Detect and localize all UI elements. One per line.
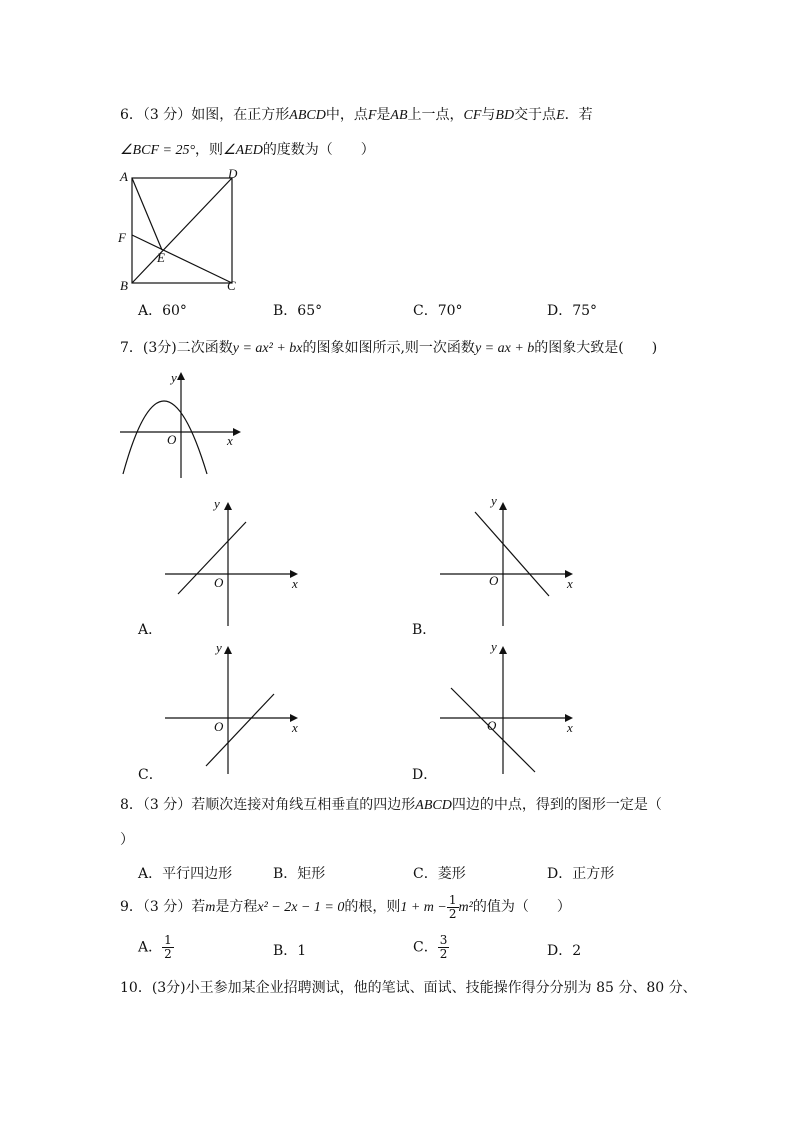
segment-ae	[132, 178, 162, 250]
q7-parabola-figure	[115, 366, 255, 481]
q6-stem-line1: 6．（3 分）如图，在正方形ABCD中，点F是AB上一点，CF与BD交于点E．若	[120, 107, 593, 123]
svg-text:x: x	[567, 576, 573, 591]
label-c: C	[227, 278, 236, 293]
q9-stem: 9．（3 分）若m是方程x² − 2x − 1 = 0的根，则1 + m − $\frac{1}{2}$ m²的值为（ ）	[120, 892, 571, 921]
q7-graph-d[interactable]	[435, 638, 585, 776]
q9-option-a-fraction: $\frac{1}{2}$	[164, 933, 172, 961]
label-a: A	[120, 169, 128, 184]
svg-text:y: y	[491, 639, 497, 654]
label-f: F	[118, 230, 126, 245]
svg-text:x: x	[292, 576, 298, 591]
svg-text:O: O	[214, 719, 224, 734]
q7-graph-b[interactable]	[435, 494, 585, 629]
q8-option-c[interactable]: C．菱形	[413, 866, 466, 882]
label-b: B	[120, 278, 128, 293]
svg-text:y: y	[491, 494, 497, 508]
q9-option-c-fraction: $\frac{3}{2}$	[439, 933, 448, 961]
q7-option-a[interactable]: A．	[138, 622, 163, 638]
q6-square-figure	[112, 166, 252, 296]
axis-label-y: y	[171, 370, 177, 385]
q7-graph-c[interactable]	[160, 638, 310, 776]
line-graph-b	[475, 512, 549, 596]
q9-option-d[interactable]: D．2	[547, 943, 582, 959]
q9-option-c[interactable]: C． $\frac{3}{2}$	[413, 933, 448, 961]
q8-option-d[interactable]: D．正方形	[547, 866, 615, 882]
svg-text:x: x	[567, 720, 573, 735]
q8-option-a[interactable]: A．平行四边形	[138, 866, 233, 882]
axis-label-x: x	[227, 433, 233, 448]
q9-option-b[interactable]: B．1	[273, 943, 307, 959]
q7-option-d[interactable]: D．	[412, 767, 438, 783]
q6-option-c[interactable]: C．70°	[413, 303, 463, 319]
segment-cf	[132, 235, 232, 283]
label-e: E	[157, 250, 165, 265]
svg-text:x: x	[292, 720, 298, 735]
q6-stem-line2: ∠BCF = 25°，则∠AED的度数为（ ）	[120, 142, 375, 158]
q7-option-b[interactable]: B．	[412, 622, 437, 638]
origin-label: O	[167, 432, 177, 447]
q6-option-a[interactable]: A．60°	[138, 303, 187, 319]
svg-text:O: O	[489, 573, 499, 588]
q6-option-d[interactable]: D．75°	[547, 303, 598, 319]
q8-stem-line1: 8．（3 分）若顺次连接对角线互相垂直的四边形ABCD四边的中点，得到的图形一定是（	[120, 797, 662, 813]
parabola-curve	[123, 401, 207, 474]
q8-option-b[interactable]: B．矩形	[273, 866, 326, 882]
svg-text:O: O	[214, 575, 224, 590]
svg-text:O: O	[487, 718, 497, 733]
q10-stem: 10．(3分)小王参加某企业招聘测试，他的笔试、面试、技能操作得分分别为 85 分、80 分、	[120, 980, 697, 996]
diagonal-bd	[132, 178, 232, 283]
q7-option-c[interactable]: C．	[138, 767, 163, 783]
q6-option-b[interactable]: B．65°	[273, 303, 323, 319]
q9-option-a[interactable]: A． $\frac{1}{2}$	[138, 933, 172, 961]
q7-stem: 7．(3分)二次函数y = ax² + bx的图象如图所示,则一次函数y = ax + b的图象大致是( )	[120, 340, 658, 356]
line-graph-a	[178, 522, 246, 594]
q7-graph-a[interactable]	[160, 494, 310, 629]
q9-fraction-half: $\frac{1}{2}$	[448, 892, 457, 921]
svg-text:y: y	[214, 496, 220, 511]
svg-text:y: y	[216, 640, 222, 655]
q8-stem-line2: ）	[120, 832, 134, 848]
label-d: D	[228, 166, 238, 181]
